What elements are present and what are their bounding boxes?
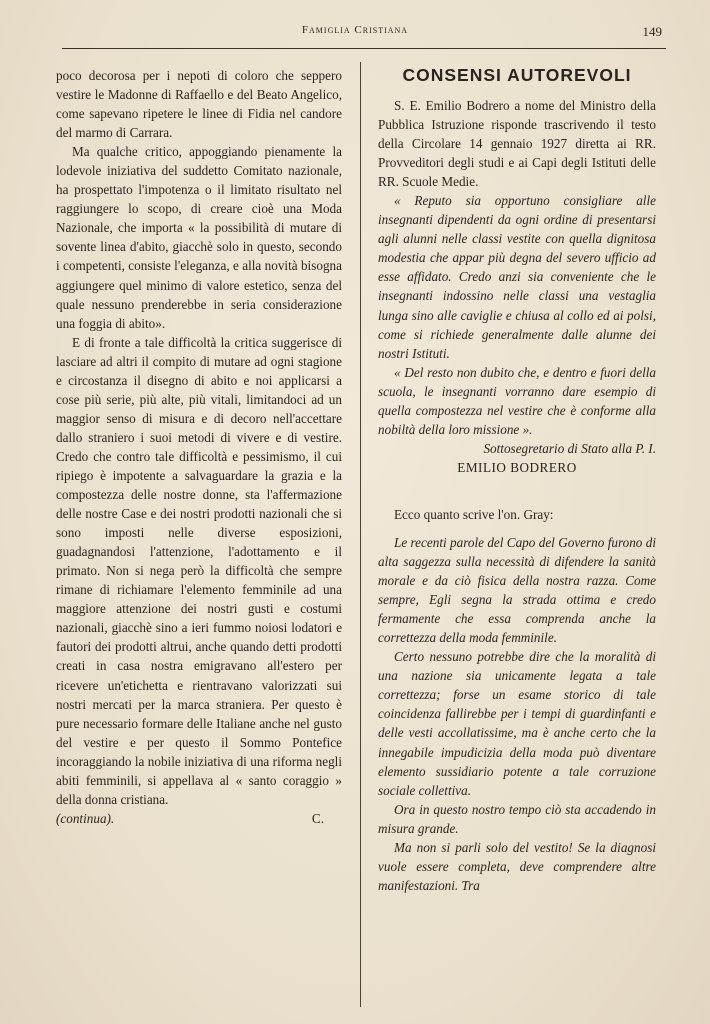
gray-paragraph-4: Ma non si parli solo del vestito! Se la diagnosi vuole essere completa, deve comprendere altre manifestazioni. Tra	[378, 839, 656, 893]
left-paragraph-3: E di fronte a tale difficoltà la critica suggerisce di lasciare ad altri il compito di mutare ad ogni stagione e circostanza il disegno di abito e noi applicarsi a cose più serie, più alte, più vitali, limitandoci ad un maggior senso di misura e di decoro nell'accettare dallo straniero i suoi metodi di vivere e di vestire. Credo che contro tale difficoltà e pessimismo, il cui ripiego è impotente a salvaguardare la grazia e la compostezza delle nostre donne, sta l'affermazione delle nostre Case e dei nostri prodotti nazionali che si sono imposti nelle diverse esposizioni, guadagnandosi l'attenzione, l'adottamento e il primato. Non si nega però la difficoltà che sempre rimane di richiamare l'elemento femminile ad una maggiore attenzione dei nostri gusti e costumi nazionali, giacchè sino a ieri fummo noiosi lodatori e fautori dei prodotti altrui, anche quando detti prodotti creati in casa nostra emigravano all'estero per ricevere un'etichetta e rientravano valorizzati sui nostri mercati per la marca straniera. Per questo è pure necessario formare delle Italiane anche nel gusto del vestire e per questo il Sommo Pontefice incoraggiando la nobile iniziativa di una riforma negli abiti femminili, si appellava al « santo coraggio » della donna cristiana.	[56, 334, 342, 807]
left-paragraph-1: poco decorosa per i nepoti di coloro che seppero vestire le Madonne di Raffaello e del Beato Angelico, come sapevano ripetere le linee di Fidia nel candore del marmo di Carrara.	[56, 68, 342, 141]
page-number: 149	[642, 24, 662, 39]
left-paragraph-2: Ma qualche critico, appoggiando pienamente la lodevole iniziativa del suddetto Comitato nazionale, ha prospettato l'impotenza o il limitato risultato nel raggiungere lo scopo, di creare cioè una Moda Nazionale, che importa « la possibilità di mutare di sovente linea d'abito, giacchè solo in questo, secondo i competenti, consiste l'eleganza, e alla novità bisogna aggiungere quel minimo di valore estetico, senza del quale nessuno prenderebbe in seria considerazione una foggia di abito».	[56, 144, 342, 331]
gray-paragraph-3: Ora in questo nostro tempo ciò sta accadendo in misura grande.	[378, 801, 656, 836]
column-divider	[360, 62, 361, 1007]
circular-quote-1: « Reputo sia opportuno consigliare alle insegnanti dipendenti da ogni ordine di presentarsi agli alunni nelle classi vestite con quella dignitosa modestia che appar più degna del severo ufficio ad esse affidato. Credo anzi sia conveniente che le insegnanti indossino nelle classi una vestaglia lunga sino alle caviglie e chiusa al collo ed ai polsi, come si richiede generalmente dalle alunne dei nostri Istituti.	[378, 193, 656, 361]
section-spacer	[378, 477, 656, 505]
article-footer	[56, 809, 342, 828]
author-initial: C.	[311, 810, 324, 826]
signature-role: Sottosegretario di Stato alla P. I.	[483, 440, 656, 456]
right-column	[378, 62, 656, 895]
gray-intro: Ecco quanto scrive l'on. Gray:	[394, 506, 554, 522]
running-head	[0, 24, 710, 46]
gray-paragraph-1: Le recenti parole del Capo del Governo furono di alta saggezza sulla necessità di difendere la sanità morale e da ciò fisica della nostra razza. Come sempre, Egli segna la strada ottima e credo fermamente che essa comprenda anche la correttezza della moda femminile.	[378, 534, 656, 646]
gray-paragraph-2: Certo nessuno potrebbe dire che la moralità di una nazione sia unicamente legata a tale correttezza; forse un esame storico di tale coincidenza fallirebbe per i tempi di guardinfanti e delle vesti accollatissime, ma è anche certo che la innegabile impudicizia della moda può diventare elemento sussidiario potente a tale corruzione sociale collettiva.	[378, 649, 656, 798]
section-title: CONSENSI AUTOREVOLI	[402, 65, 632, 85]
continued-note: (continua).	[56, 810, 115, 826]
circular-quote-2: « Del resto non dubito che, e dentro e fuori della scuola, le insegnanti vorranno dare esempio di quella compostezza nel vestire che è conforme alla nobiltà della loro missione ».	[378, 364, 656, 437]
header-rule	[62, 48, 666, 49]
signature-name: EMILIO BODRERO	[457, 459, 577, 475]
bodrero-intro: S. E. Emilio Bodrero a nome del Ministro della Pubblica Istruzione risponde trascrivendo il testo della Circolare 14 gennaio 1927 diretta ai RR. Provveditori degli studi e ai Capi degli Istituti delle RR. Scuole Medie.	[378, 98, 656, 190]
left-column	[56, 66, 342, 828]
running-title: Famiglia Cristiana	[301, 24, 409, 36]
